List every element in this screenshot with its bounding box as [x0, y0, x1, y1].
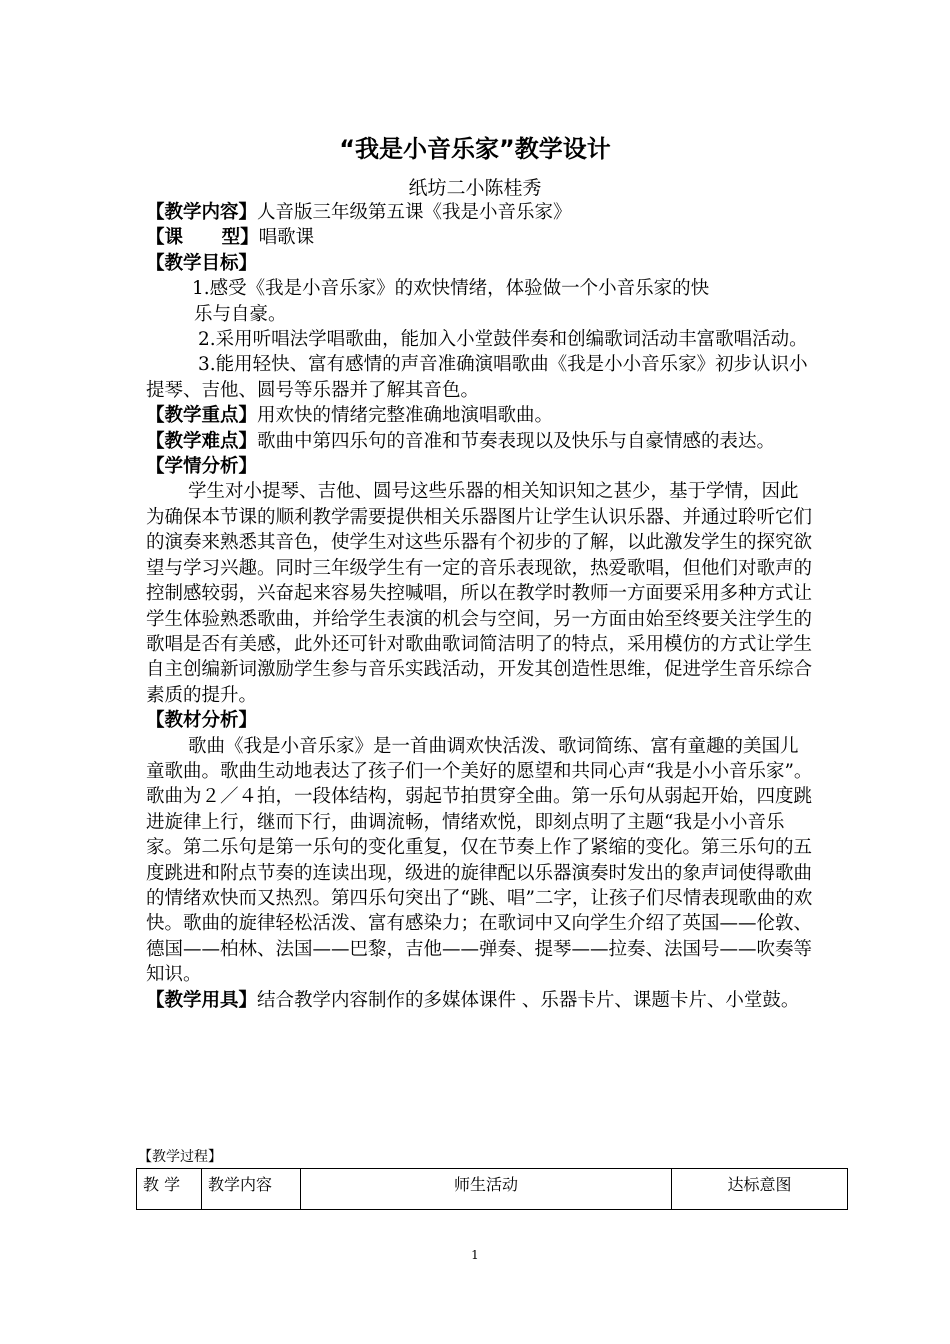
- header-cell-stage: 教 学: [137, 1169, 202, 1210]
- document-body: [146, 200, 816, 1013]
- material-analysis-text: 歌曲《我是小音乐家》是一首曲调欢快活泼、歌词简练、富有童趣的美国儿童歌曲。歌曲生动地表达了孩子们一个美好的愿望和共同心声“我是小小音乐家”。歌曲为２／４拍，一段体结构，弱起节拍贯穿全曲。第一乐句从弱起开始，四度跳进旋律上行，继而下行，曲调流畅，情绪欢悦，即刻点明了主题“我是小小音乐家。第二乐句是第一乐句的变化重复，仅在节奏上作了紧缩的变化。第三乐句的五度跳进和附点节奏的连读出现，级进的旋律配以乐器演奏时发出的象声词使得歌曲的情绪欢快而又热烈。第四乐句突出了“跳、唱”二字，让孩子们尽情表现歌曲的欢快。歌曲的旋律轻松活泼、富有感染力；在歌词中又向学生介绍了英国——伦敦、德国——柏林、法国——巴黎，吉他——弹奏、提琴——拉奏、法国号——吹奏等知识。: [146, 735, 813, 986]
- header-cell-content: 教学内容: [202, 1169, 301, 1210]
- document-title: “我是小音乐家”教学设计: [339, 135, 611, 163]
- student-analysis-label: 【学情分析】: [146, 456, 258, 478]
- content-text: 人音版三年级第五课《我是小音乐家》: [257, 202, 572, 223]
- goal-3: 3.能用轻快、富有感情的声音准确演唱歌曲《我是小小音乐家》初步认识小提琴、吉他、圆号等乐器并了解其音色。: [146, 354, 808, 401]
- tools-label: 【教学用具】: [146, 989, 258, 1011]
- tools-section: [146, 988, 816, 1013]
- difficulty-section: [146, 429, 816, 454]
- header-cell-activity: 师生活动: [301, 1169, 672, 1210]
- goals-label: 【教学目标】: [146, 252, 258, 274]
- difficulty-label: 【教学难点】: [146, 430, 258, 452]
- header-cell-intent: 达标意图: [672, 1169, 848, 1210]
- goal-1-line-2: 乐与自豪。: [194, 303, 287, 325]
- tools-text: 结合教学内容制作的多媒体课件 、乐器卡片、课题卡片、小堂鼓。: [257, 989, 800, 1011]
- type-label: 【课 型】: [146, 227, 259, 249]
- process-table: [136, 1168, 848, 1210]
- content-label: 【教学内容】: [146, 202, 258, 223]
- goal-1-line-1: 1.感受《我是小音乐家》的欢快情绪，体验做一个小音乐家的快: [192, 278, 710, 300]
- student-analysis-text: 学生对小提琴、吉他、圆号这些乐器的相关知识知之甚少，基于学情，因此为确保本节课的顺利教学需要提供相关乐器图片让学生认识乐器、并通过聆听它们的演奏来熟悉其音色，使学生对这些乐器有个初步的了解，以此激发学生的探究欲望与学习兴趣。同时三年级学生有一定的音乐表现欲，热爱歌唱，但他们对歌声的控制感较弱，兴奋起来容易失控喊唱，所以在教学时教师一方面要采用多种方式让学生体验熟悉歌曲，并给学生表演的机会与空间，另一方面由始至终要关注学生的歌唱是否有美感，此外还可针对歌曲歌词简洁明了的特点，采用模仿的方式让学生自主创编新词激励学生参与音乐实践活动，开发其创造性思维，促进学生音乐综合素质的提升。: [146, 481, 813, 706]
- type-text: 唱歌课: [258, 227, 315, 249]
- goal-2: 2.采用听唱法学唱歌曲，能加入小堂鼓伴奏和创编歌词活动丰富歌唱活动。: [198, 329, 808, 351]
- author-line: 纸坊二小陈桂秀: [408, 177, 542, 199]
- process-label: 【教学过程】: [138, 1149, 222, 1165]
- type-section: [146, 225, 816, 250]
- key-point-text: 用欢快的情绪完整准确地演唱歌曲。: [257, 405, 554, 427]
- material-analysis-label: 【教材分析】: [146, 710, 258, 732]
- content-section: [146, 200, 816, 225]
- key-point-label: 【教学重点】: [146, 405, 258, 427]
- table-header-row: [137, 1169, 848, 1210]
- difficulty-text: 歌曲中第四乐句的音准和节奏表现以及快乐与自豪情感的表达。: [257, 430, 776, 452]
- page-number: 1: [471, 1248, 479, 1262]
- key-point-section: [146, 403, 816, 428]
